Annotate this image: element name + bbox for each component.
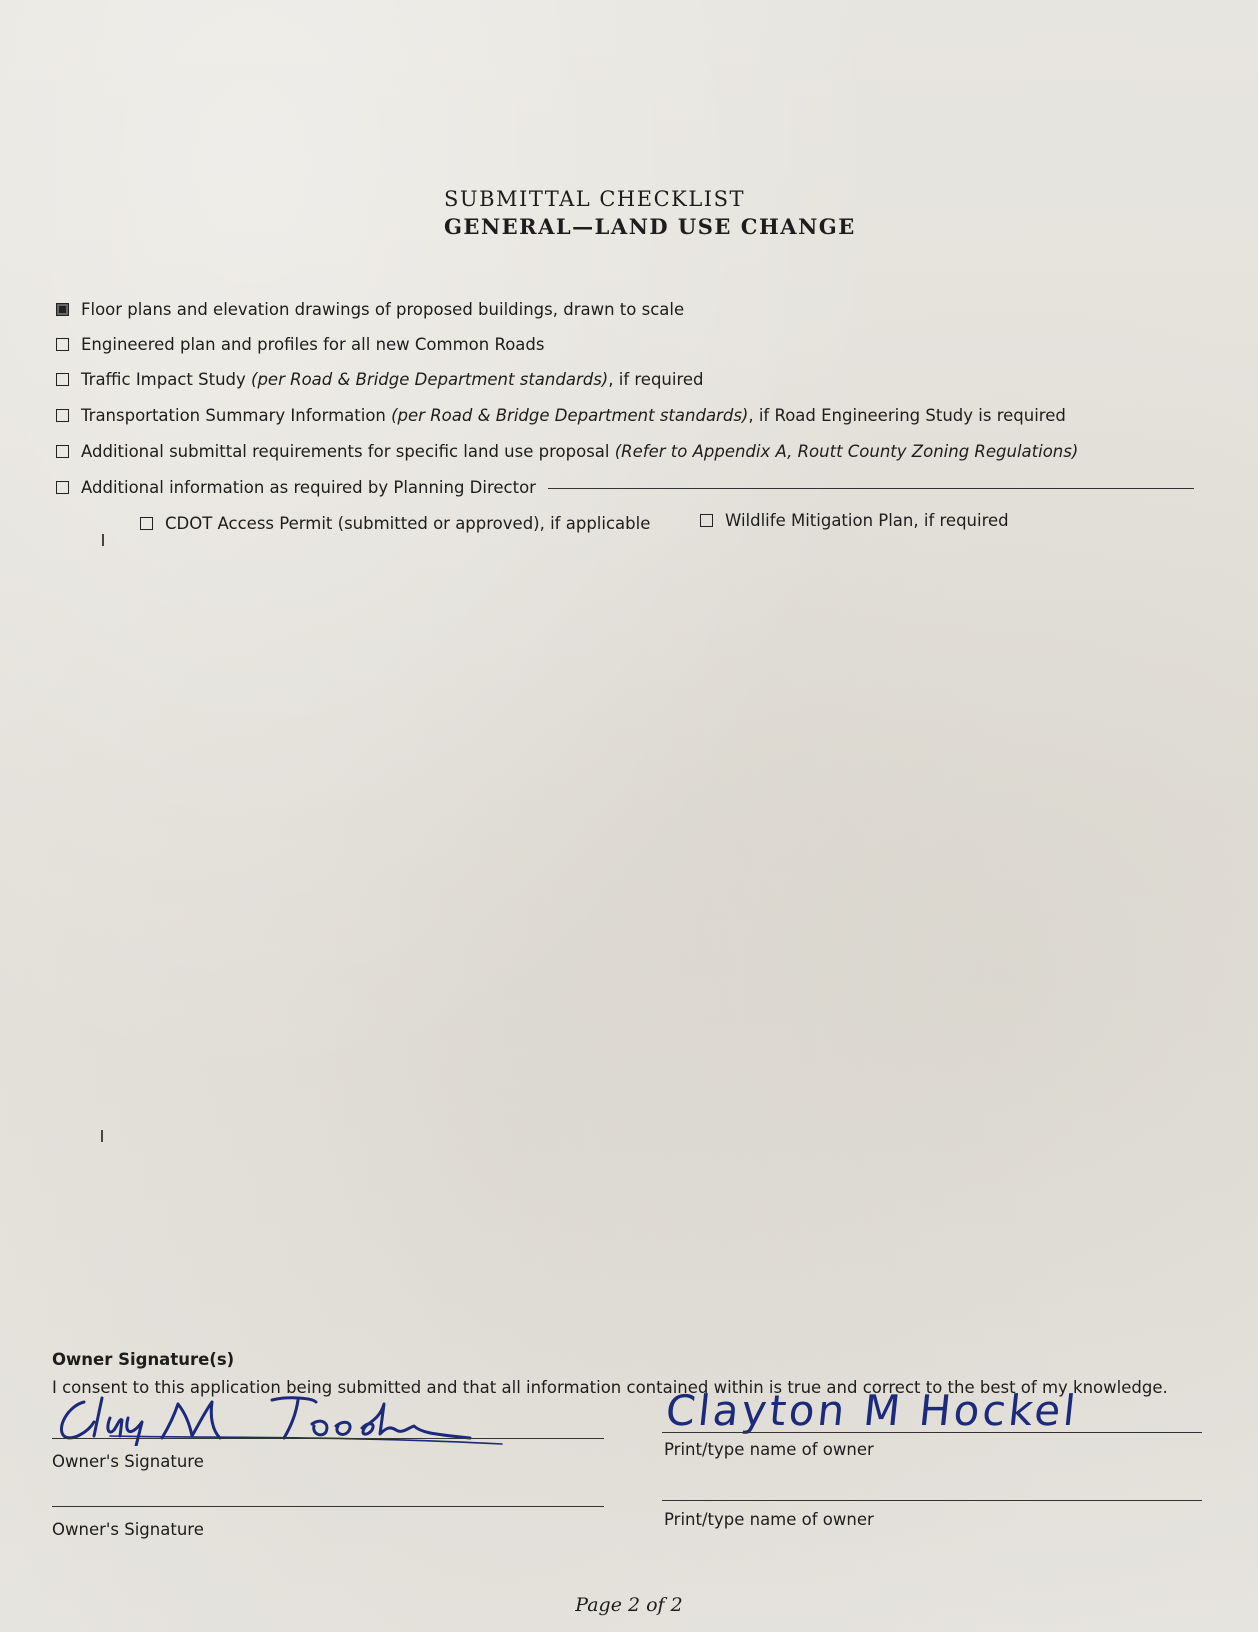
planning-director-fill-line[interactable] bbox=[548, 488, 1194, 489]
checkbox[interactable] bbox=[700, 514, 713, 527]
checklist-item-note: (Refer to Appendix A, Routt County Zoning Regulations) bbox=[614, 442, 1079, 461]
checkbox[interactable] bbox=[56, 445, 69, 458]
checkbox[interactable] bbox=[140, 517, 153, 530]
checklist-item-traffic-impact[interactable] bbox=[56, 370, 704, 389]
sub-item-label: CDOT Access Permit (submitted or approved), if applicable bbox=[165, 514, 651, 533]
checklist-item-note: (per Road & Bridge Department standards) bbox=[391, 406, 749, 425]
checklist-item-floor-plans[interactable] bbox=[56, 300, 684, 319]
checklist-item-label: Traffic Impact Study bbox=[81, 370, 252, 389]
print-name-label-1: Print/type name of owner bbox=[664, 1440, 874, 1459]
owner-signature-label-1: Owner's Signature bbox=[52, 1452, 204, 1471]
owner-signatures-heading: Owner Signature(s) bbox=[52, 1350, 235, 1369]
handwritten-signature bbox=[50, 1392, 510, 1450]
checklist-item-transportation-summary[interactable] bbox=[56, 406, 1066, 425]
title-line-1: SUBMITTAL CHECKLIST bbox=[444, 187, 745, 211]
title-line-2: GENERAL—LAND USE CHANGE bbox=[444, 214, 856, 239]
checklist-item-note: (per Road & Bridge Department standards) bbox=[251, 370, 609, 389]
pencil-mark bbox=[101, 1130, 103, 1142]
checklist-item-suffix: , if required bbox=[608, 370, 704, 389]
checklist-item-engineered-plan[interactable] bbox=[56, 335, 544, 354]
page-title bbox=[444, 185, 856, 241]
checklist-item-suffix: , if Road Engineering Study is required bbox=[748, 406, 1066, 425]
checkbox[interactable] bbox=[56, 481, 69, 494]
checkbox-checked[interactable] bbox=[56, 303, 69, 316]
checklist-item-label: Engineered plan and profiles for all new Common Roads bbox=[81, 335, 545, 354]
owner-signature-line-2[interactable] bbox=[52, 1506, 604, 1507]
checklist-item-label: Transportation Summary Information bbox=[81, 406, 392, 425]
print-name-label-2: Print/type name of owner bbox=[664, 1510, 874, 1529]
handwritten-printed-name: Clayton M Hockel bbox=[663, 1386, 1081, 1435]
checkbox[interactable] bbox=[56, 409, 69, 422]
sub-item-label: Wildlife Mitigation Plan, if required bbox=[725, 511, 1009, 530]
sub-item-cdot-permit[interactable] bbox=[140, 514, 650, 533]
checkbox[interactable] bbox=[56, 338, 69, 351]
page-number: Page 2 of 2 bbox=[575, 1594, 683, 1616]
checklist-item-label: Additional submittal requirements for specific land use proposal bbox=[81, 442, 615, 461]
pencil-mark bbox=[102, 534, 104, 546]
checklist-item-additional-submittal[interactable] bbox=[56, 442, 1078, 461]
consent-statement: I consent to this application being submitted and that all information contained within is true and correct to the best of my knowledge. bbox=[52, 1378, 1168, 1397]
print-name-line-2[interactable] bbox=[662, 1500, 1202, 1501]
sub-item-wildlife-plan[interactable] bbox=[700, 511, 1009, 530]
checklist-item-label: Floor plans and elevation drawings of proposed buildings, drawn to scale bbox=[81, 300, 685, 319]
owner-signature-line-1[interactable] bbox=[52, 1438, 604, 1439]
checklist-item-additional-info[interactable] bbox=[56, 478, 536, 497]
checkbox[interactable] bbox=[56, 373, 69, 386]
print-name-line-1[interactable] bbox=[662, 1432, 1202, 1433]
checklist-item-label: Additional information as required by Planning Director bbox=[81, 478, 536, 497]
owner-signature-label-2: Owner's Signature bbox=[52, 1520, 204, 1539]
